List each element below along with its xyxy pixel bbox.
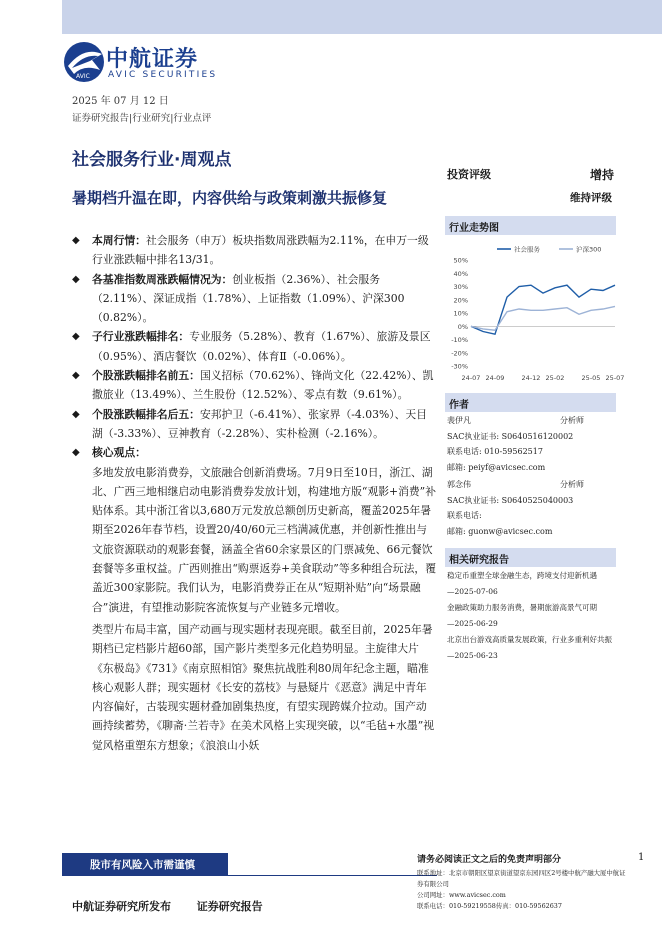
diamond-bullet-icon: ◆ xyxy=(72,447,80,459)
author-role: 分析师 xyxy=(560,416,584,425)
summary-bullet xyxy=(72,327,437,366)
author-license: SAC执业证书: S0640525040003 xyxy=(447,495,574,505)
related-heading: 相关研究报告 xyxy=(445,548,616,567)
author-license: SAC执业证书: S0640516120002 xyxy=(447,431,574,441)
trend-heading: 行业走势图 xyxy=(445,216,616,235)
related-report-title[interactable]: 稳定币重塑全球金融生态，跨境支付迎新机遇 xyxy=(447,571,597,580)
header-band xyxy=(0,0,662,34)
author-name: 郭念伟 xyxy=(447,480,471,489)
report-categories: 证券研究报告|行业研究|行业点评 xyxy=(72,113,212,124)
summary-bullet xyxy=(72,443,437,462)
bullet-text: 创业板指（2.36%）、社会服务（2.11%）、深证成指（1.78%）、上证指数（1.09%）、沪深300（0.82%）。 xyxy=(92,272,405,325)
bullet-heading: 子行业涨跌幅排名： xyxy=(92,330,190,344)
report-subtitle: 暑期档升温在即，内容供给与政策刺激共振修复 xyxy=(72,189,388,207)
x-tick-label: 24-07 xyxy=(461,374,481,382)
bullet-text: 国义招标（70.62%）、锋尚文化（22.42%）、凯撒旅业（13.49%）、兰生股份（12.52%）、零点有数（9.61%）。 xyxy=(92,369,434,402)
avic-logo-icon xyxy=(62,40,106,84)
footer-contact xyxy=(417,868,627,912)
y-tick-label: 10% xyxy=(453,309,468,318)
rating-value: 增持 xyxy=(590,168,615,182)
diamond-bullet-icon: ◆ xyxy=(72,370,80,382)
legend-label: 社会服务 xyxy=(514,245,540,254)
author-phone: 联系电话: 010-59562517 xyxy=(447,447,543,456)
disclaimer-note: 请务必阅读正文之后的免责声明部分 xyxy=(417,855,562,865)
summary-bullet xyxy=(72,231,437,270)
x-tick-label: 25-05 xyxy=(581,374,601,382)
author-email[interactable]: 邮箱: peiyf@avicsec.com xyxy=(447,462,546,472)
bullet-text: 社会服务（申万）板块指数周涨跌幅为2.11%，在申万一级行业涨跌幅中排名13/31。 xyxy=(92,234,429,267)
footer-org-left: 中航证券研究所发布 xyxy=(72,900,171,913)
bullet-heading: 核心观点： xyxy=(92,446,146,460)
y-tick-label: 30% xyxy=(453,283,468,291)
bullet-heading: 个股涨跌幅排名后五： xyxy=(92,407,200,421)
author-name: 裴伊凡 xyxy=(447,416,471,425)
y-tick-label: -30% xyxy=(451,362,468,371)
y-tick-label: 50% xyxy=(453,256,468,265)
x-tick-label: 24-09 xyxy=(485,374,505,382)
report-body xyxy=(72,231,437,755)
logo-badge-text: AVIC xyxy=(76,73,90,80)
footer-org-right: 证券研究报告 xyxy=(196,900,263,913)
author-phone: 联系电话: xyxy=(447,511,482,520)
risk-warning-banner: 股市有风险入市需谨慎 xyxy=(62,853,228,875)
related-report-date: —2025-07-06 xyxy=(447,587,498,596)
brand-name-en: AVIC SECURITIES xyxy=(108,70,218,80)
authors-heading: 作者 xyxy=(445,393,616,412)
bullet-heading: 个股涨跌幅排名前五： xyxy=(92,369,200,383)
legend-label: 沪深300 xyxy=(576,245,602,254)
footer-phone: 联系电话：010-59219558传真：010-59562637 xyxy=(417,902,562,910)
x-tick-label: 24-12 xyxy=(521,374,541,382)
footer-website[interactable]: 公司网址：www.avicsec.com xyxy=(417,891,506,899)
summary-bullet xyxy=(72,405,437,444)
diamond-bullet-icon: ◆ xyxy=(72,235,80,246)
body-paragraph: 类型片布局丰富，国产动画与现实题材表现亮眼。截至目前，2025年暑期档已定档影片超60部，国产影片类型多元化趋势明显。主旋律大片《东极岛》《731》《南京照相馆》聚焦抗战胜利80周年纪念主题，瞄准核心观影人群；现实题材《长安的荔枝》与悬疑片《恶意》满足中青年内容偏好，古装现实题材叠加剧集热度，有望实现跨媒介拉动。国产动画持续蓄势，《聊斋·兰若寺》在美术风格上实现突破，以“毛毡+水墨”视觉风格重塑东方想象；《浪浪山小妖 xyxy=(92,622,435,752)
header-band-gap xyxy=(0,0,62,34)
series-line xyxy=(471,306,615,330)
brand-name-cn: 中航证券 xyxy=(106,47,199,72)
body-paragraph: 多地发放电影消费券，文旅融合创新消费场。7月9日至10日，浙江、湖北、广西三地相继启动电影消费券发放计划，构建地方版“观影+消费”补贴体系。其中浙江省以3,680万元发放总额创历史新高，覆盖2025年暑期至2026年春节档，设置20/40/60元三档满减优惠，并创新性推出与文旅资源联动的观影套餐，涵盖全省60余家景区的门票减免、66元餐饮套餐等多重权益。广西则推出“购票返券+美食联动”等多种组合玩法，覆盖近300家影院。我们认为，电影消费券正在从“短期补贴”向“场景融合”演进，有望推动影院客流恢复与产业链多元增收。 xyxy=(92,465,436,614)
related-reports-list xyxy=(447,568,619,664)
y-tick-label: -20% xyxy=(451,349,468,358)
summary-bullet xyxy=(72,270,437,328)
y-tick-label: 40% xyxy=(453,269,468,278)
y-tick-label: -10% xyxy=(451,336,468,344)
bullet-heading: 本周行情： xyxy=(92,234,146,247)
diamond-bullet-icon: ◆ xyxy=(72,273,80,285)
bullet-text: 专业服务（5.28%）、教育（1.67%）、旅游及景区（0.95%）、酒店餐饮（0.02%）、体育Ⅱ（-0.06%）。 xyxy=(92,330,431,363)
rating-label: 投资评级 xyxy=(447,168,491,181)
footer-address: 联系地址：北京市朝阳区望京街道望京东园四区2号楼中航产融大厦中航证券有限公司 xyxy=(417,869,626,888)
report-title: 社会服务行业·周观点 xyxy=(72,150,232,170)
related-report-title[interactable]: 北京出台游戏高质量发展政策，行业多重利好共振 xyxy=(447,635,612,644)
page-number: 1 xyxy=(638,852,645,863)
related-report-date: —2025-06-29 xyxy=(447,619,498,628)
author-card xyxy=(447,477,584,539)
related-report-title[interactable]: 金融政策助力服务消费，暑期旅游高景气可期 xyxy=(447,603,597,612)
author-email[interactable]: 邮箱: guonw@avicsec.com xyxy=(447,526,553,536)
author-card xyxy=(447,413,584,475)
diamond-bullet-icon: ◆ xyxy=(72,408,80,420)
y-tick-label: 0% xyxy=(457,322,468,331)
y-tick-label: 20% xyxy=(453,296,468,305)
rating-status: 维持评级 xyxy=(570,192,612,204)
author-role: 分析师 xyxy=(560,480,584,489)
bullet-heading: 各基准指数周涨跌幅情况为： xyxy=(92,272,233,286)
trend-chart xyxy=(445,238,625,388)
diamond-bullet-icon: ◆ xyxy=(72,331,80,343)
footer-divider xyxy=(62,875,437,876)
footer-publisher xyxy=(72,898,263,914)
x-tick-label: 25-07 xyxy=(605,374,625,382)
x-tick-label: 25-02 xyxy=(545,374,565,382)
related-report-date: —2025-06-23 xyxy=(447,651,498,660)
report-date: 2025 年 07 月 12 日 xyxy=(72,96,169,107)
bullet-text: 安邦护卫（-6.41%）、张家界（-4.03%）、天目湖（-3.33%）、豆神教育（-2.28%）、实朴检测（-2.16%）。 xyxy=(92,407,428,440)
summary-bullet xyxy=(72,366,437,405)
